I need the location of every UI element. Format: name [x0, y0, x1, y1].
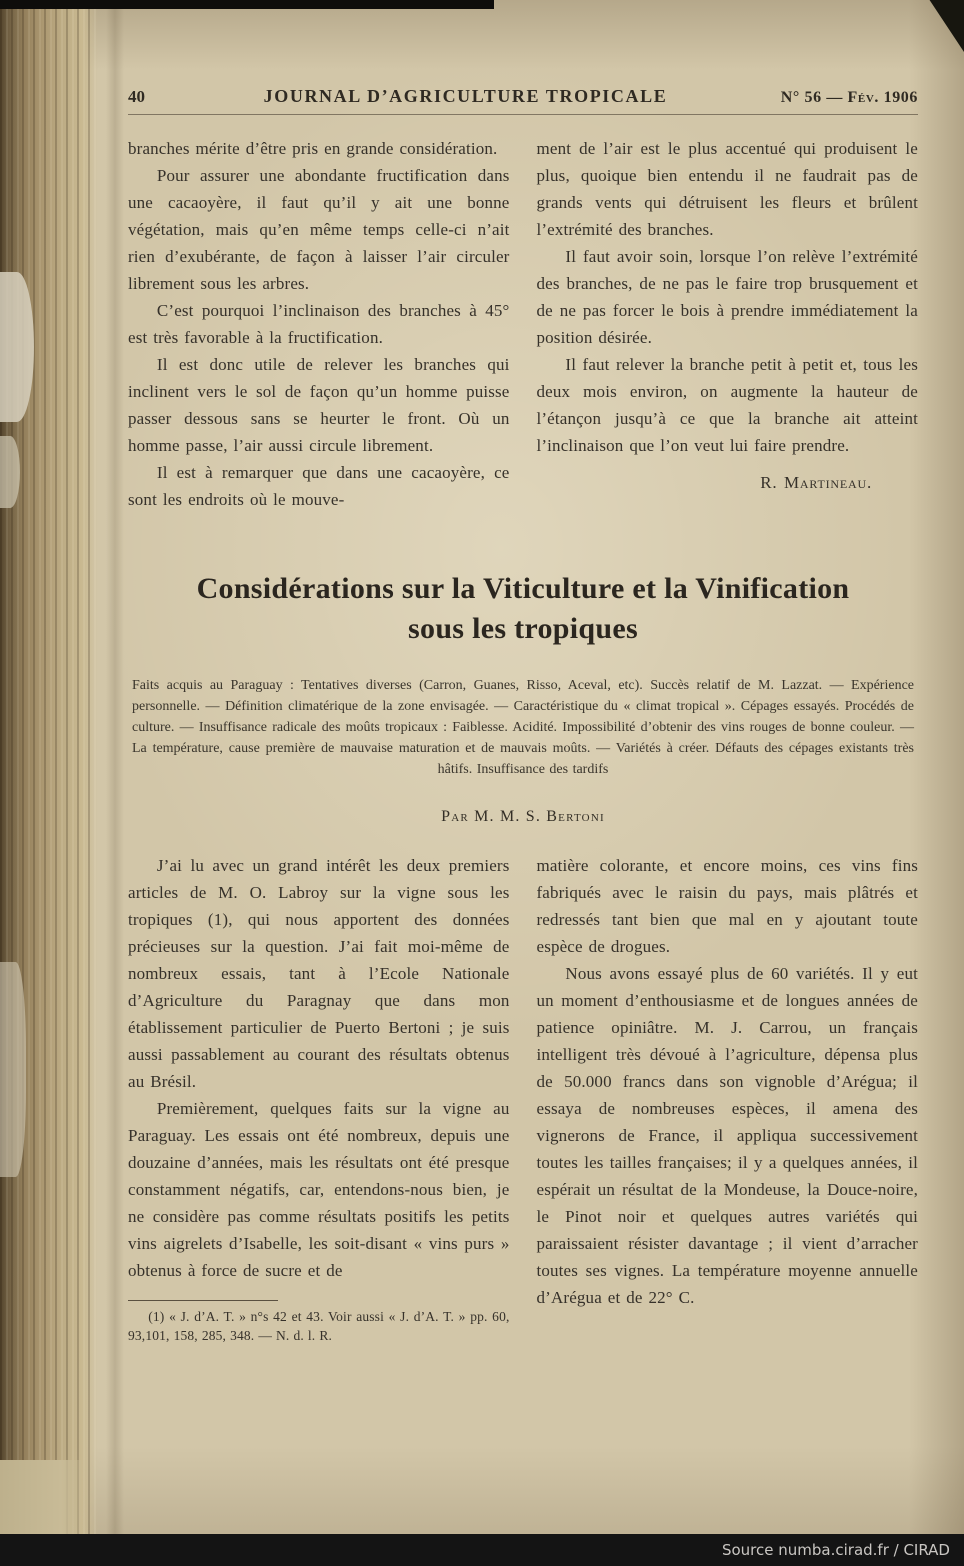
footnote-rule [128, 1300, 278, 1301]
paragraph: Il faut relever la branche petit à petit et, tous les deux mois environ, on augmente la hauteur de l’étançon jusqu’à ce que la branche ait atteint l’inclinaison que l’on veut lui faire prendre. [536, 355, 918, 455]
journal-title: JOURNAL D’AGRICULTURE TROPICALE [263, 86, 668, 106]
issue-and-date: N° 56 — Fév. 1906 [780, 89, 918, 106]
article-abstract: Faits acquis au Paraguay : Tentatives diverses (Carron, Guanes, Risso, Aceval, etc). Succès relatif de M. Lazzat. — Expérience personnelle. — Définition climatérique de la zone envisagée. — Caractéristique du « climat tropical ». Cépages essayés. Procédés de culture. — Insuffisance radicale des moûts tropicaux : Faiblesse. Acidité. Impossibilité d’obtenir des vins rouges de bonne couleur. — La température, cause première de mauvaise maturation et de mauvais moûts. — Variétés à créer. Défauts des cépages existants très hâtifs. Insuffisance des tardifs [132, 678, 914, 777]
article-title-line1: Considérations sur la Viticulture et la Vinification [196, 572, 850, 605]
footer-bar [0, 1534, 964, 1566]
paragraph: Il est donc utile de relever les branches qui inclinent vers le sol de façon qu’un homme puisse passer dessous sans se heurter le front. Où un homme passe, l’air aussi circule librement. [128, 355, 510, 455]
article-title [128, 569, 918, 649]
book-binding-edge [0, 0, 98, 1566]
paragraph: matière colorante, et encore moins, ces vins fins fabriqués avec le raisin du pays, mais plâtrés et redressés tant bien que mal en y ajoutant toute espèce de drogues. [536, 856, 918, 956]
top-article-columns [128, 135, 918, 513]
paper-edge-patch [0, 436, 20, 508]
paragraph: branches mérite d’être pris en grande considération. [128, 139, 498, 158]
page-stack-edge [0, 1460, 88, 1534]
paper-edge-patch [0, 272, 34, 422]
main-right-column [537, 852, 919, 1345]
paragraph: Premièrement, quelques faits sur la vigne au Paraguay. Les essais ont été nombreux, depuis une douzaine d’années, mais les résultats ont été presque constamment négatifs, car, entendons-nous bien, je ne considère pas comme résultats positifs les petits vins aigrelets d’Isabelle, les soit-disant « vins purs » obtenus à force de sucre et de [128, 1099, 510, 1280]
author-signature: R. Martineau. [760, 473, 872, 492]
scan-artifact-corner [922, 0, 964, 52]
article-byline: Par M. M. S. Bertoni [441, 808, 605, 825]
paragraph: J’ai lu avec un grand intérêt les deux premiers articles de M. O. Labroy sur la vigne sous les tropiques (1), qui nous apportent des données précieuses sur la question. J’ai fait moi-même de nombreux essais, tant à l’Ecole Nationale d’Agriculture du Paragnay que dans mon établissement particulier de Puerto Bertoni ; je suis aussi passablement au courant des résultats obtenus au Brésil. [128, 856, 510, 1091]
paragraph: Il faut avoir soin, lorsque l’on relève l’extrémité des branches, de ne pas le faire trop brusquement et de ne pas forcer le bois à prendre immédiatement la position désirée. [536, 247, 918, 347]
paragraph: Nous avons essayé plus de 60 variétés. Il y eut un moment d’enthousiasme et de longues années de patience opiniâtre. M. J. Carrou, un français intelligent très dévoué à l’agriculture, dépensa plus de 50.000 francs dans son vignoble d’Arégua; il essaya de nombreuses espèces, il amena des vignerons de France, il appliqua successivement toutes les tailles françaises; il y a quelques années, il espérait un résultat de la Mondeuse, la Douce-noire, le Pinot noir et quelques autres variétés qui paraissaient résister davantage ; il vient d’arracher toutes ses vignes. La température moyenne annuelle d’Arégua et de 22° C. [536, 964, 918, 1307]
scan-artifact-top-strip [0, 0, 494, 9]
paper-edge-patch [0, 962, 26, 1177]
paragraph: C’est pourquoi l’inclinaison des branches à 45° est très favorable à la fructification. [128, 301, 510, 347]
top-right-column [537, 135, 919, 513]
main-left-column [128, 852, 510, 1345]
running-head [128, 86, 918, 115]
paragraph: ment de l’air est le plus accentué qui produisent le plus, quoique bien entendu il ne faudrait pas de grands vents qui détruisent les fleurs et brûlent l’extrémité des branches. [536, 139, 918, 239]
main-article-columns [128, 852, 918, 1345]
article-title-line2: sous les tropiques [408, 612, 638, 645]
gutter-crease-shadow [106, 0, 124, 1566]
source-attribution: Source numba.cirad.fr / CIRAD [721, 1541, 950, 1559]
page-content [128, 86, 918, 1345]
top-left-column [128, 135, 510, 513]
footnote: (1) « J. d’A. T. » n°s 42 et 43. Voir aussi « J. d’A. T. » pp. 60, 93,101, 158, 285, 348. — N. d. l. R. [128, 1309, 510, 1343]
paragraph: Pour assurer une abondante fructification dans une cacaoyère, il faut qu’il y ait une bonne végétation, mais qu’en même temps celle-ci n’ait rien d’exubérante, de façon à laisser l’air circuler librement sous les arbres. [128, 166, 510, 293]
page-number: 40 [128, 87, 145, 106]
paragraph: Il est à remarquer que dans une cacaoyère, ce sont les endroits où le mouve- [128, 463, 510, 509]
